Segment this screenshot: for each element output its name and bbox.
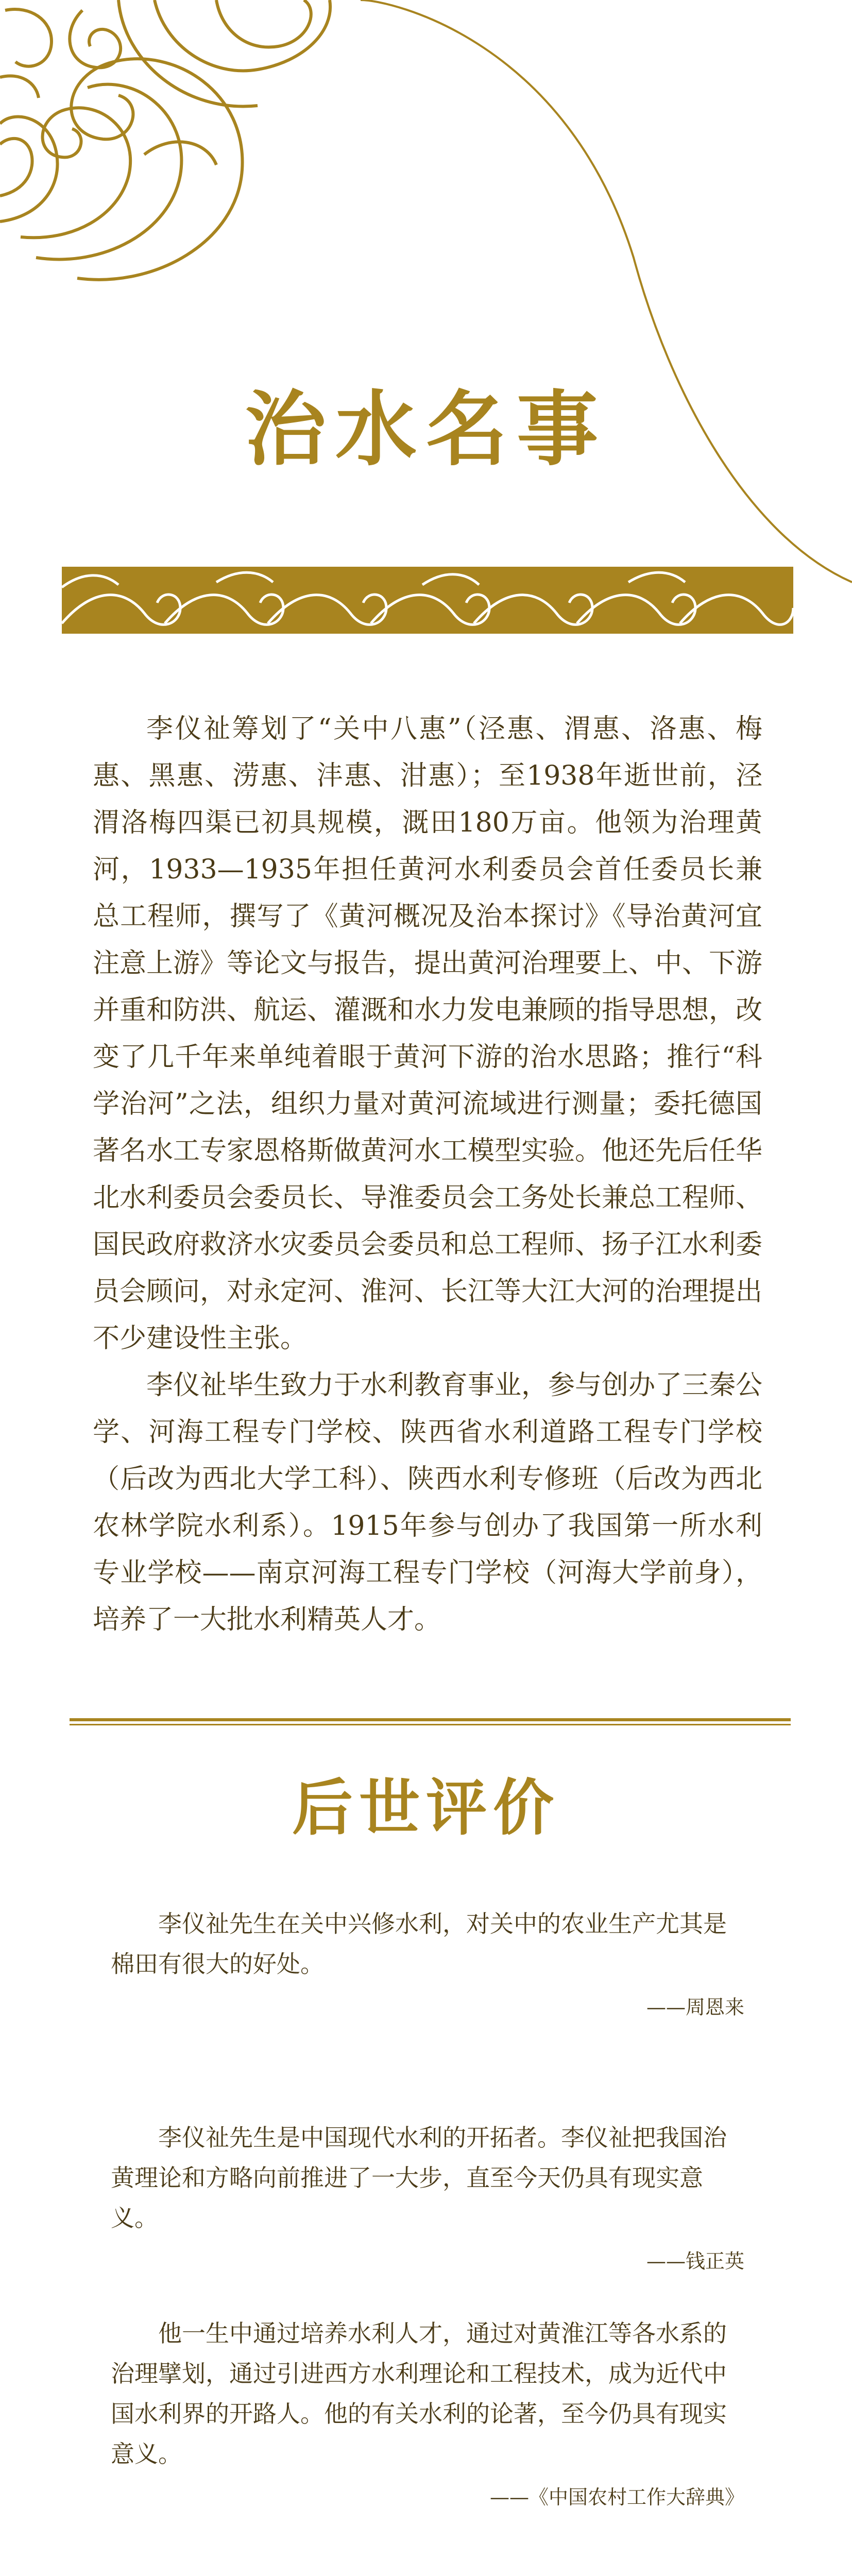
quote-source: ——钱正英 — [646, 2250, 744, 2273]
page-title: 治水名事 — [245, 382, 607, 477]
evaluation-quote — [111, 1904, 744, 2027]
wave-border-top — [62, 567, 793, 634]
divider-rule — [70, 1718, 791, 1726]
biography-text — [93, 706, 762, 1643]
quote-text: 李仪祉先生是中国现代水利的开拓者。李仪祉把我国治黄理论和方略向前推进了一大步，直至今天仍具有现实意义。 — [111, 2124, 727, 2232]
quote-text: 李仪祉先生在关中兴修水利，对关中的农业生产尤其是棉田有很大的好处。 — [111, 1910, 727, 1978]
decorative-arc — [0, 0, 852, 592]
evaluation-quote — [111, 2313, 744, 2517]
evaluation-quote — [111, 2117, 744, 2281]
quote-source: ——周恩来 — [646, 1996, 744, 2019]
section-heading-evaluation: 后世评价 — [292, 1772, 560, 1843]
quote-text: 他一生中通过培养水利人才，通过对黄淮江等各水系的治理擘划，通过引进西方水利理论和工程技术，成为近代中国水利界的开路人。他的有关水利的论著，至今仍具有现实意义。 — [111, 2319, 727, 2468]
biography-paragraph: 李仪祉筹划了“关中八惠”（泾惠、渭惠、洛惠、梅惠、黑惠、涝惠、沣惠、泔惠）；至1938年逝世前，泾渭洛梅四渠已初具规模，溉田180万亩。他领为治理黄河，1933—1935年担任黄河水利委员会首任委员长兼总工程师，撰写了《黄河概况及治本探讨》《导治黄河宜注意上游》等论文与报告，提出黄河治理要上、中、下游并重和防洪、航运、灌溉和水力发电兼顾的指导思想，改变了几千年来单纯着眼于黄河下游的治水思路；推行“科学治河”之法，组织力量对黄河流域进行测量；委托德国著名水工专家恩格斯做黄河水工模型实验。他还先后任华北水利委员会委员长、导淮委员会工务处长兼总工程师、国民政府救济水灾委员会委员和总工程师、扬子江水利委员会顾问，对永定河、淮河、长江等大江大河的治理提出不少建设性主张。 — [93, 714, 763, 1354]
biography-paragraph: 李仪祉毕生致力于水利教育事业，参与创办了三秦公学、河海工程专门学校、陕西省水利道路工程专门学校（后改为西北大学工科）、陕西水利专修班（后改为西北农林学院水利系）。1915年参与创办了我国第一所水利专业学校——南京河海工程专门学校（河海大学前身），培养了一大批水利精英人才。 — [93, 1370, 763, 1635]
quote-source: ——《中国农村工作大辞典》 — [489, 2486, 744, 2509]
